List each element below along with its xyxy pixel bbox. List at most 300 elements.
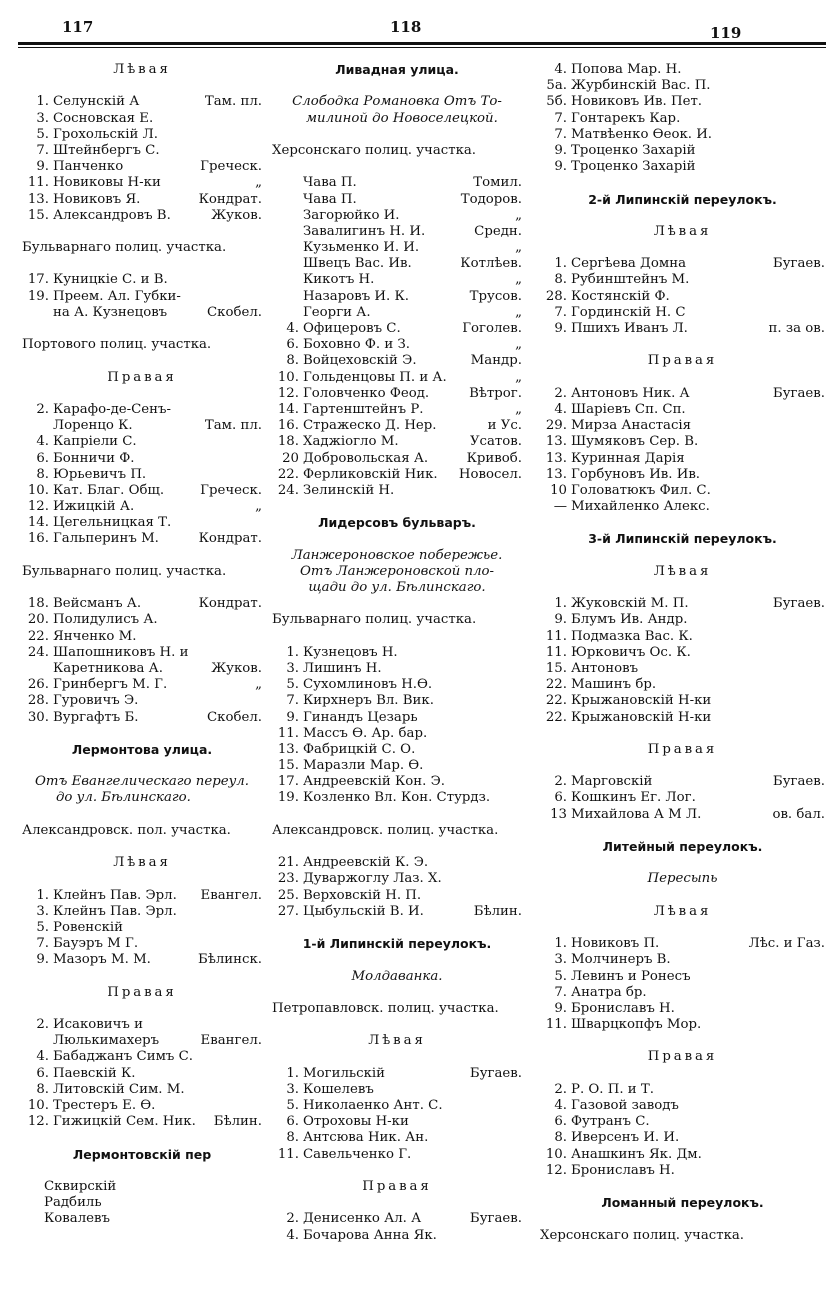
house-number: 18.: [277, 434, 299, 450]
cross-street: Новосел.: [458, 466, 522, 482]
resident-name: Брониславъ Н.: [571, 1000, 675, 1016]
house-number: 22.: [545, 677, 567, 693]
side-heading: Правая: [107, 369, 177, 385]
resident-name: Кирхнеръ Вл. Вик.: [303, 693, 434, 709]
resident-name: Блумъ Ив. Андр.: [571, 612, 688, 628]
list-entry: [272, 645, 522, 661]
house-number: 15.: [277, 758, 299, 774]
list-entry: [540, 985, 825, 1001]
spacer: [272, 920, 522, 936]
resident-name: Штейнбергъ С.: [53, 142, 160, 158]
side-heading: Правая: [647, 741, 718, 757]
house-number: 13.: [277, 741, 299, 757]
resident-name: Массъ Ѳ. Ар. бар.: [303, 725, 428, 741]
spacer: [22, 224, 262, 240]
resident-name: Козленко Вл. Кон. Стурдз.: [303, 790, 491, 806]
resident-name: Офицеровъ С.: [303, 321, 401, 336]
list-entry: [540, 693, 825, 709]
spacer: [540, 823, 825, 839]
list-entry: [540, 936, 825, 952]
resident-name: Швецъ Вас. Ив.: [303, 256, 412, 272]
house-number: 22.: [545, 693, 567, 709]
resident-name: Трестеръ Е. Ѳ.: [53, 1098, 156, 1113]
resident-name: Михайленко Алекс.: [571, 499, 710, 515]
spacer: [540, 370, 825, 386]
list-entry: [272, 1082, 522, 1098]
resident-name: Полидулисъ А.: [53, 612, 158, 628]
list-entry: [272, 888, 522, 904]
resident-name: Цегельницкая Т.: [53, 515, 172, 531]
spacer: [22, 321, 262, 337]
house-number: 15.: [27, 207, 49, 223]
cross-street: Бугаев.: [772, 256, 825, 272]
resident-name: Антоновъ Ник. А: [571, 385, 690, 401]
spacer: [540, 548, 825, 564]
resident-name: Марговскій: [571, 774, 653, 790]
cross-street: Там. пл.: [204, 94, 262, 110]
list-entry: [540, 596, 825, 612]
list-entry: [272, 693, 522, 709]
list-entry: [540, 418, 825, 434]
resident-name: Молчинеръ В.: [571, 952, 671, 968]
list-entry: [22, 1033, 262, 1049]
list-entry: [540, 1163, 825, 1179]
house-number: 11.: [545, 628, 567, 644]
resident-name: Крыжановскій Н-ки: [571, 709, 712, 725]
house-number: 2.: [286, 1211, 299, 1227]
spacer: [540, 580, 825, 596]
house-number: 8.: [36, 466, 49, 482]
resident-name: Кошелевъ: [303, 1081, 374, 1097]
side-heading: Лѣвая: [653, 903, 712, 919]
house-number: 14.: [27, 515, 49, 531]
cross-street: „: [515, 207, 522, 223]
spacer: [22, 78, 262, 94]
resident-name: Мирза Анастасія: [571, 418, 692, 434]
resident-name: Люлькимахеръ: [53, 1033, 160, 1049]
spacer: [272, 839, 522, 855]
list-entry: [272, 1114, 522, 1130]
resident-name: Стражеско Д. Нер.: [303, 418, 437, 434]
spacer: [22, 353, 262, 369]
spacer: [540, 1066, 825, 1082]
resident-name: Александровъ В.: [53, 207, 171, 223]
house-number: 9.: [554, 1000, 567, 1016]
list-entry: [272, 1228, 522, 1244]
police-district: Херсонскаго полиц. участка.: [272, 142, 477, 158]
house-number: 21.: [277, 855, 299, 871]
list-entry: [22, 418, 262, 434]
cross-street: Жуков.: [211, 660, 262, 676]
street-location: Отъ Ланжероновской пло-: [299, 563, 495, 579]
list-entry: [272, 661, 522, 677]
house-number: 26.: [27, 677, 49, 693]
cross-street: Скобел.: [206, 709, 262, 725]
house-number: 2.: [554, 774, 567, 790]
resident-name: Иверсенъ И. И.: [571, 1130, 680, 1146]
street-location: щади до ул. Бѣлинскаго.: [308, 580, 486, 595]
house-number: 16.: [277, 418, 299, 434]
list-entry: [540, 127, 825, 143]
house-number: 9.: [36, 159, 49, 175]
list-entry: [540, 1130, 825, 1146]
house-number: 13.: [545, 434, 567, 450]
spacer: [22, 256, 262, 272]
list-entry: [22, 159, 262, 175]
house-number: 6.: [36, 1065, 49, 1081]
resident-name: Гольденцовы П. и А.: [303, 369, 447, 385]
list-entry: [22, 1017, 262, 1033]
list-entry: [22, 612, 262, 628]
cross-street: Вѣтрог.: [469, 385, 522, 401]
house-number: 25.: [277, 887, 299, 903]
list-entry: [540, 710, 825, 726]
resident-name: Янченко М.: [53, 628, 137, 644]
cross-street: Усатов.: [469, 434, 522, 450]
list-entry: [272, 370, 522, 386]
resident-name: Юрковичъ Ос. К.: [571, 644, 691, 660]
house-number: 4.: [36, 1049, 49, 1065]
resident-name: Сосновская Е.: [53, 110, 154, 126]
house-number: 11.: [545, 644, 567, 660]
resident-name: Брониславъ Н.: [571, 1162, 675, 1178]
house-number: 8.: [554, 1130, 567, 1146]
resident-name: Хаджіогло М.: [303, 434, 399, 450]
list-entry: [540, 434, 825, 450]
list-entry: [272, 321, 522, 337]
resident-name: Кикотъ Н.: [303, 272, 375, 288]
list-entry: [272, 386, 522, 402]
street-location: Отъ Евангелическаго переул.: [35, 774, 249, 790]
cross-street: Бугаев.: [772, 774, 825, 790]
house-number: 11.: [545, 1017, 567, 1033]
cross-street: Скобел.: [206, 304, 262, 320]
list-entry: [540, 661, 825, 677]
spacer: [272, 159, 522, 175]
cross-street: Томил.: [473, 175, 522, 191]
house-number: 9.: [554, 142, 567, 158]
list-entry: [272, 1098, 522, 1114]
resident-name: Зелинскій Н.: [303, 482, 395, 498]
resident-name: Бочарова Анна Як.: [303, 1227, 437, 1243]
house-number: 23.: [277, 871, 299, 887]
list-entry: [272, 742, 522, 758]
house-number: 3.: [36, 110, 49, 126]
house-number: 10: [550, 482, 567, 498]
list-entry: [272, 240, 522, 256]
cross-street: „: [515, 240, 522, 256]
resident-name: Сухомлиновъ Н.Ѳ.: [303, 677, 433, 693]
house-number: 5.: [286, 677, 299, 693]
list-entry: [272, 337, 522, 353]
house-number: 3.: [286, 1081, 299, 1097]
list-entry: [540, 305, 825, 321]
resident-name: Андреевскій Кон. Э.: [303, 774, 445, 790]
column-page-118: [272, 62, 522, 1244]
resident-name: Бауэръ М Г.: [53, 936, 139, 952]
spacer: [22, 807, 262, 823]
house-number: 13.: [545, 466, 567, 482]
house-number: 22.: [27, 628, 49, 644]
resident-name: Костянскій Ф.: [571, 288, 670, 304]
house-number: —: [553, 499, 567, 515]
resident-name: Юрьевичъ П.: [53, 466, 147, 482]
house-number: 8.: [286, 1130, 299, 1146]
street-location: Слободка Романовка Отъ То-: [292, 94, 502, 110]
list-entry: [272, 726, 522, 742]
column-page-117: [22, 62, 262, 1228]
street-location: до ул. Бѣлинскаго.: [56, 790, 191, 806]
resident-name: Гальперинъ М.: [53, 531, 159, 547]
house-number: 10.: [545, 1146, 567, 1162]
spacer: [540, 337, 825, 353]
list-entry: [22, 127, 262, 143]
resident-name: Мазоръ М. М.: [53, 952, 151, 968]
resident-name: Завалигинъ Н. И.: [303, 223, 426, 239]
house-number: 4.: [554, 401, 567, 417]
cross-street: Бѣлинск.: [198, 952, 262, 968]
resident-name: на А. Кузнецовъ: [53, 304, 168, 320]
resident-name: Савельченко Г.: [303, 1146, 412, 1162]
house-number: 1.: [36, 887, 49, 903]
resident-name: Рубинштейнъ М.: [571, 272, 690, 288]
list-entry: [272, 192, 522, 208]
resident-name: Шапошниковъ Н. и: [53, 644, 189, 660]
house-number: 6.: [286, 1114, 299, 1130]
resident-name: Литовскій Сим. М.: [53, 1081, 185, 1097]
cross-street: и Ус.: [487, 418, 522, 434]
resident-name: Войцеховскій Э.: [303, 353, 417, 369]
list-entry: [272, 758, 522, 774]
house-number: 7.: [554, 110, 567, 126]
list-entry: [272, 904, 522, 920]
house-number: 8.: [554, 272, 567, 288]
spacer: [540, 726, 825, 742]
house-number: 4.: [36, 434, 49, 450]
resident-name: Левинъ и Ронесъ: [571, 968, 691, 984]
cross-street: „: [255, 677, 262, 693]
list-entry: [272, 467, 522, 483]
police-district: Александровск. пол. участка.: [22, 822, 231, 838]
house-number: 8.: [36, 1081, 49, 1097]
house-number: 10.: [27, 482, 49, 498]
resident-name: Цыбульскій В. И.: [303, 903, 424, 919]
cross-street: Кривоб.: [466, 450, 522, 466]
house-number: 12.: [27, 1114, 49, 1130]
street-heading: Лидерсовъ бульваръ.: [318, 515, 476, 531]
house-number: 6.: [36, 450, 49, 466]
police-district: Александровск. полиц. участка.: [272, 822, 499, 838]
resident-name: Кошкинъ Ег. Лог.: [571, 790, 696, 806]
house-number: 28.: [27, 693, 49, 709]
house-number: 5.: [36, 919, 49, 935]
street-location: Пересыпь: [647, 871, 718, 887]
house-number: 3.: [36, 903, 49, 919]
resident-name: Головченко Феод.: [303, 385, 430, 401]
house-number: 6.: [554, 1114, 567, 1130]
resident-name: Крыжановскій Н-ки: [571, 693, 712, 709]
house-number: 3.: [286, 660, 299, 676]
list-entry: [540, 143, 825, 159]
house-number: 5.: [36, 126, 49, 142]
street-heading: Ливадная улица.: [335, 62, 459, 77]
spacer: [22, 1001, 262, 1017]
resident-name: Шварцкопфъ Мор.: [571, 1017, 702, 1033]
resident-name: Новиковъ Ив. Пет.: [571, 94, 703, 110]
resident-name: Шаріевъ Сп. Сп.: [571, 401, 686, 417]
house-number: 16.: [27, 531, 49, 547]
spacer: [540, 1211, 825, 1227]
list-entry: [540, 256, 825, 272]
list-entry: [540, 807, 825, 823]
list-entry: [540, 1082, 825, 1098]
list-entry: [272, 483, 522, 499]
list-entry: [22, 192, 262, 208]
cross-street: Бѣлин.: [473, 903, 522, 919]
house-number: 7.: [36, 936, 49, 952]
house-number: 2.: [36, 1017, 49, 1033]
street-heading: 1-й Липинскій переулокъ.: [302, 936, 492, 952]
spacer: [272, 531, 522, 547]
spacer: [22, 726, 262, 742]
police-district: Бульварнаго полиц. участка.: [22, 563, 227, 579]
house-number: 27.: [277, 903, 299, 919]
resident-name: Сергѣева Домна: [571, 256, 686, 272]
side-heading: Лѣвая: [113, 62, 171, 77]
list-entry: [22, 272, 262, 288]
spacer: [22, 1130, 262, 1146]
list-entry: [22, 402, 262, 418]
cross-street: п. за ов.: [768, 321, 825, 336]
spacer: [540, 855, 825, 871]
cross-street: Евангел.: [200, 1033, 262, 1049]
list-entry: [540, 386, 825, 402]
house-number: 5б.: [546, 94, 567, 110]
cross-street: Тодоров.: [460, 191, 522, 207]
list-entry: [540, 612, 825, 628]
resident-name: Лоренцо К.: [53, 418, 133, 434]
police-district: Портового полиц. участка.: [22, 337, 212, 353]
resident-name: Отроховы Н-ки: [303, 1114, 409, 1130]
list-entry: [272, 710, 522, 726]
list-entry: [22, 1049, 262, 1065]
house-number: 30.: [27, 709, 49, 725]
spacer: [22, 580, 262, 596]
street-heading: Лермонтовскій пер: [72, 1146, 212, 1162]
resident-name: Троценко Захарій: [571, 142, 696, 158]
list-entry: [22, 629, 262, 645]
resident-name: Новиковъ П.: [571, 936, 660, 952]
house-number: 24.: [27, 644, 49, 660]
cross-street: Средн.: [474, 223, 522, 239]
house-number: 22.: [545, 709, 567, 725]
list-entry: [540, 952, 825, 968]
cross-street: Бугаев.: [469, 1065, 522, 1081]
list-entry: [22, 467, 262, 483]
resident-name: Бонничи Ф.: [53, 450, 135, 466]
list-entry: [272, 256, 522, 272]
resident-name: Исаковичъ и: [53, 1017, 143, 1033]
spacer: [22, 839, 262, 855]
list-entry: [22, 1114, 262, 1130]
spacer: [272, 127, 522, 143]
resident-name: Горбуновъ Ив. Ив.: [571, 466, 701, 482]
resident-name: Ровенскій: [53, 919, 124, 935]
side-heading: Лѣвая: [113, 855, 171, 871]
house-number: 9.: [286, 709, 299, 725]
street-location: милиной до Новоселецкой.: [306, 110, 498, 126]
spacer: [272, 78, 522, 94]
house-number: 5.: [286, 1098, 299, 1113]
house-number: 4.: [286, 321, 299, 336]
spacer: [540, 920, 825, 936]
list-entry: [22, 515, 262, 531]
street-heading: Литейный переулокъ.: [602, 839, 763, 854]
list-entry: [540, 467, 825, 483]
house-number: 20: [282, 450, 299, 466]
resident-name: Матвѣенко Ѳеок. И.: [571, 126, 713, 142]
list-entry: [272, 353, 522, 369]
house-number: 1.: [36, 94, 49, 110]
cross-street: Кондрат.: [198, 596, 262, 612]
street-heading: Лермонтова улица.: [71, 741, 213, 757]
resident-name: Р. О. П. и Т.: [571, 1081, 654, 1097]
spacer: [540, 1033, 825, 1049]
list-entry: [540, 159, 825, 175]
side-heading: Правая: [647, 1049, 718, 1065]
list-entry: Сквирскій: [44, 1178, 117, 1194]
house-number: 6.: [286, 337, 299, 353]
house-number: 7.: [286, 693, 299, 709]
list-entry: [540, 111, 825, 127]
list-entry: [540, 451, 825, 467]
resident-name: Загорюйко И.: [303, 207, 400, 223]
house-number: 10.: [27, 1098, 49, 1113]
resident-name: Пшихъ Иванъ Л.: [571, 321, 688, 336]
resident-name: Николаенко Ант. С.: [303, 1098, 443, 1113]
list-entry: [540, 483, 825, 499]
list-entry: [272, 855, 522, 871]
spacer: [22, 548, 262, 564]
house-number: 24.: [277, 482, 299, 498]
resident-name: Газовой заводъ: [571, 1098, 679, 1113]
list-entry: [22, 710, 262, 726]
resident-name: Чава П.: [303, 175, 357, 191]
cross-street: Кондрат.: [198, 531, 262, 547]
police-district: Бульварнаго полиц. участка.: [272, 612, 477, 628]
resident-name: Гижицкій Сем. Ник.: [53, 1114, 196, 1130]
list-entry: [22, 596, 262, 612]
street-heading: Ломанный переулокъ.: [601, 1195, 764, 1211]
house-number: 18.: [27, 596, 49, 612]
side-heading: Правая: [362, 1178, 432, 1194]
house-number: 13.: [545, 450, 567, 466]
list-entry: [22, 289, 262, 305]
cross-street: „: [515, 369, 522, 385]
list-entry: [22, 434, 262, 450]
street-location: Молдаванка.: [351, 968, 443, 984]
list-entry: [22, 1082, 262, 1098]
resident-name: Фабрицкій С. О.: [303, 741, 416, 757]
spacer: [272, 1163, 522, 1179]
resident-name: Гуровичъ Э.: [53, 693, 139, 709]
header-rule: [18, 42, 826, 45]
list-entry: [22, 677, 262, 693]
list-entry: [540, 1098, 825, 1114]
resident-name: Кузнецовъ Н.: [303, 644, 398, 660]
list-entry: [22, 888, 262, 904]
list-entry: [272, 1066, 522, 1082]
